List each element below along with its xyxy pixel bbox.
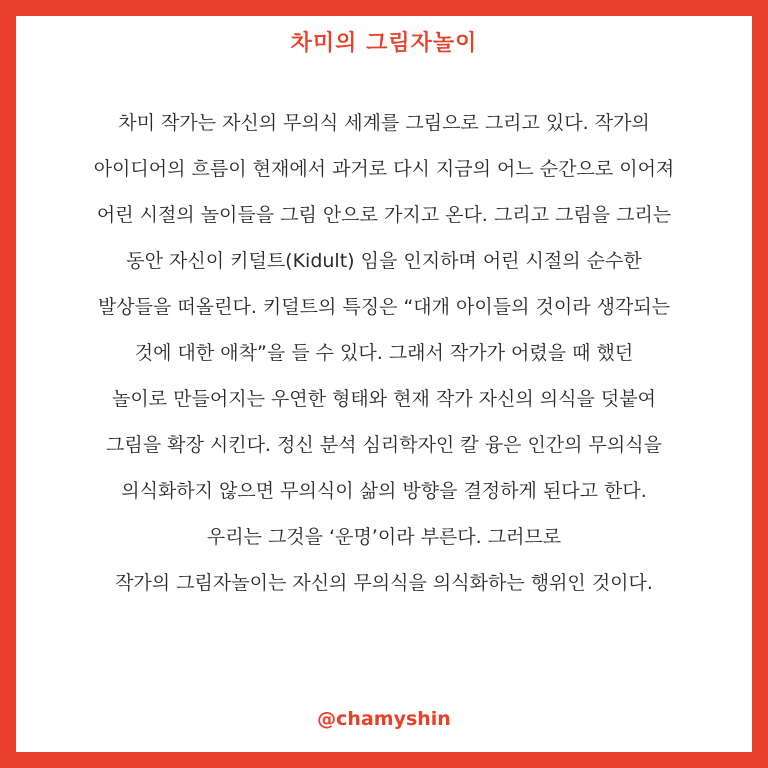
body-line: 아이디어의 흐름이 현재에서 과거로 다시 지금의 어느 순간으로 이어져 (93, 158, 675, 180)
body-line: 차미 작가는 자신의 무의식 세계를 그림으로 그리고 있다. 작가의 (118, 112, 650, 134)
body-line: 발상들을 떠올린다. 키덜트의 특징은 “대개 아이들의 것이라 생각되는 (97, 296, 671, 318)
body-line: 어린 시절의 놀이들을 그림 안으로 가지고 온다. 그리고 그림을 그리는 (96, 204, 672, 226)
social-handle: @chamyshin (317, 708, 451, 730)
body-line: 그림을 확장 시킨다. 정신 분석 심리학자인 칼 융은 인간의 무의식을 (106, 434, 662, 456)
body-line: 동안 자신이 키덜트(Kidult) 임을 인지하며 어린 시절의 순수한 (126, 250, 642, 272)
body-line: 의식화하지 않으면 무의식이 삶의 방향을 결정하게 된다고 한다. (121, 480, 647, 502)
body-line: 것에 대한 애착”을 들 수 있다. 그래서 작가가 어렸을 때 했던 (134, 342, 634, 364)
body-text (20, 100, 748, 606)
page-title: 차미의 그림자놀이 (290, 31, 478, 56)
body-line: 우리는 그것을 ‘운명’이라 부른다. 그러므로 (206, 526, 562, 548)
body-line: 작가의 그림자놀이는 자신의 무의식을 의식화하는 행위인 것이다. (115, 572, 653, 594)
body-line: 놀이로 만들어지는 우연한 형태와 현재 작가 자신의 의식을 덧붙여 (112, 388, 656, 410)
